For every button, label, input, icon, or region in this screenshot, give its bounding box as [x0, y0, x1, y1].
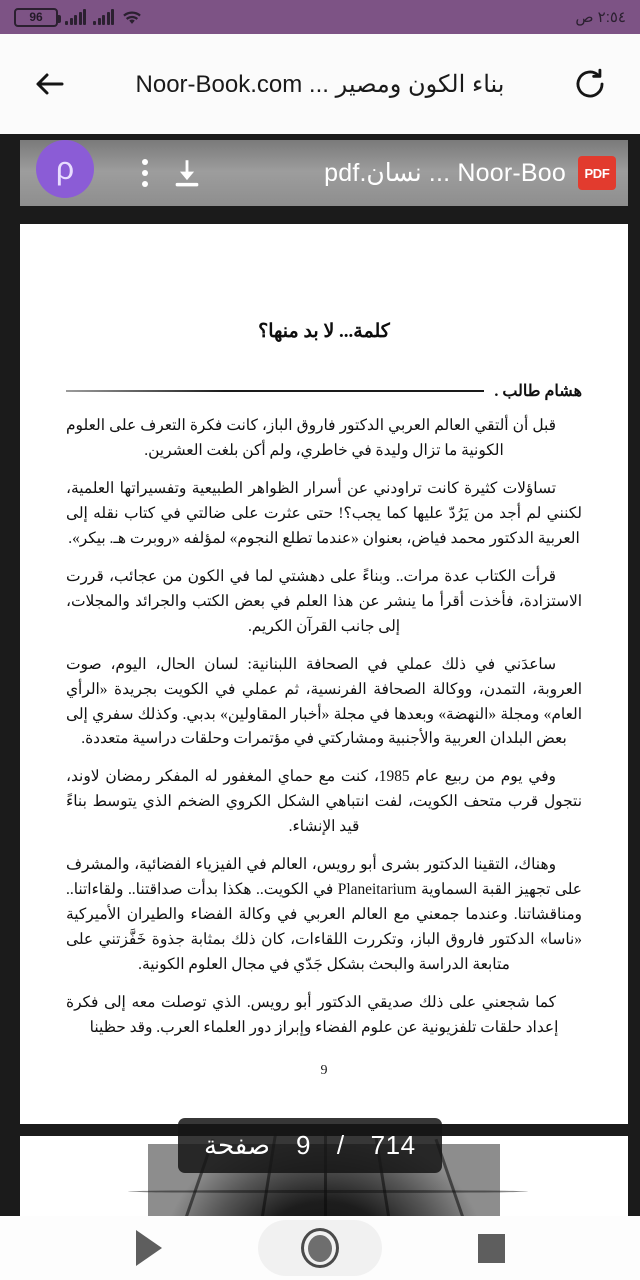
touch-ripple-indicator — [36, 140, 94, 198]
page-indicator-current: 9 — [295, 1130, 311, 1160]
page-indicator — [178, 1118, 442, 1173]
pdf-viewer[interactable] — [0, 134, 640, 1216]
app-header — [0, 34, 640, 134]
touch-ripple-glyph: ρ — [55, 150, 75, 186]
download-icon — [170, 156, 204, 190]
page-indicator-separator: / — [336, 1130, 345, 1160]
battery-icon — [14, 8, 58, 27]
author-divider — [66, 390, 484, 392]
page-title: بناء الكون ومصير ... Noor-Book.com — [135, 70, 505, 98]
nav-home-icon — [301, 1228, 339, 1268]
nav-back-icon[interactable] — [136, 1230, 162, 1266]
document-paragraph: وفي يوم من ربيع عام 1985، كنت مع حماي المغفور له المفكر رمضان لاوند، نتجول قرب متحف الكويت، لفت انتباهي الشكل الكروي الضخم الذي يتوسط بناءً قيد الإنشاء. — [66, 768, 582, 836]
pdf-filename-label: Noor-Boo ... نسان.pdf — [324, 159, 566, 187]
status-bar — [0, 0, 640, 34]
battery-level-label: 96 — [29, 10, 43, 24]
author-name: هشام طالب . — [494, 383, 582, 400]
document-paragraph: قرأت الكتاب عدة مرات.. وبناءً على دهشتي لما في الكون من عجائب، قررت الاستزادة، فأخذت أقرأ ما ينشر عن هذا العلم في بعض الكتب والجرائد والمجلات، إلى جانب القرآن الكريم. — [66, 567, 582, 635]
overflow-menu-icon[interactable] — [132, 151, 158, 195]
signal-bars-icon-2 — [93, 9, 114, 25]
document-heading: كلمة... لا بد منها؟ — [258, 321, 390, 342]
document-page-number: 9 — [320, 1062, 328, 1078]
wifi-icon — [121, 6, 143, 28]
document-content — [20, 320, 628, 1220]
document-paragraph: قبل أن ألتقي العالم العربي الدكتور فاروق الباز، كانت فكرة التعرف على العلوم الكونية ما تزال وليدة في خاطري، ولم أكن بلغت العشرين. — [66, 417, 556, 459]
document-paragraph: تساؤلات كثيرة كانت تراودني عن أسرار الظواهر الطبيعية وتفسيراتها العلمية، لكنني لم أجد من يَرُدّ عليها كما يجب؟! حتى عثرت على ضالتي في كتاب نقله إلى العربية الدكتور محمد فياض، بعنوان «عندما تطلع النجوم» لمؤلفه «روبرت هـ. بيكر». — [66, 479, 582, 547]
download-button[interactable] — [158, 144, 216, 202]
signal-bars-icon-1 — [65, 9, 86, 25]
page-indicator-total: 714 — [370, 1130, 416, 1160]
header-reload-button[interactable] — [566, 60, 614, 108]
android-navigation-bar — [0, 1216, 640, 1280]
header-back-button[interactable] — [26, 60, 74, 108]
pdf-file-icon — [578, 156, 616, 190]
nav-recents-icon[interactable] — [478, 1234, 505, 1263]
document-page[interactable] — [20, 224, 628, 1124]
back-arrow-icon — [32, 66, 68, 102]
pdf-toolbar — [20, 140, 628, 206]
status-bar-right — [575, 0, 626, 34]
page-indicator-label: صفحة — [204, 1130, 270, 1160]
author-row — [66, 381, 582, 401]
document-paragraph: وهناك، التقينا الدكتور بشرى أبو رويس، العالم في الفيزياء الفضائية، والمشرف على تجهيز القبة السماوية Planeitarium في الكويت.. هكذا بدأت صداقتنا.. ولقاءاتنا.. ومناقشاتنا. وعندما جمعني مع العالم العربي في وكالة الفضاء والطيران الأميركية «ناسا» الدكتور فاروق الباز، وتكررت اللقاءات، كان ذلك بمثابة جذوة خَفَّزتني على متابعة الدراسة والبحث بشكل جَدّي في مجال العلوم الكونية. — [66, 856, 582, 974]
document-paragraph: كما شجعني على ذلك صديقي الدكتور أبو رويس. الذي توصلت معه إلى فكرة إعداد حلقات تلفزيونية عن علوم الفضاء وإبراز دور العلماء العرب. وقد حظينا — [66, 994, 559, 1037]
nav-home-button[interactable] — [258, 1220, 382, 1276]
status-bar-left-icons — [14, 6, 143, 28]
reload-icon — [573, 67, 607, 101]
pdf-toolbar-right — [324, 156, 628, 190]
document-paragraph: ساعدَني في ذلك عملي في الصحافة اللبنانية: لسان الحال، اليوم، صوت العروبة، التمدن، ووكالة الصحافة الفرنسية، ثم عملي في الكويت بجريدة «الرأي العام» ومجلة «النهضة» وبعدها في مجلة «أخبار المقاولين» بدبي. وكذلك سفري إلى بعض البلدان العربية والأجنبية ومشاركتي في مؤتمرات وحلقات دراسية متعددة. — [66, 655, 582, 748]
status-clock: ٢:٥٤ ص — [575, 9, 626, 26]
pdf-badge-label: PDF — [584, 165, 610, 181]
